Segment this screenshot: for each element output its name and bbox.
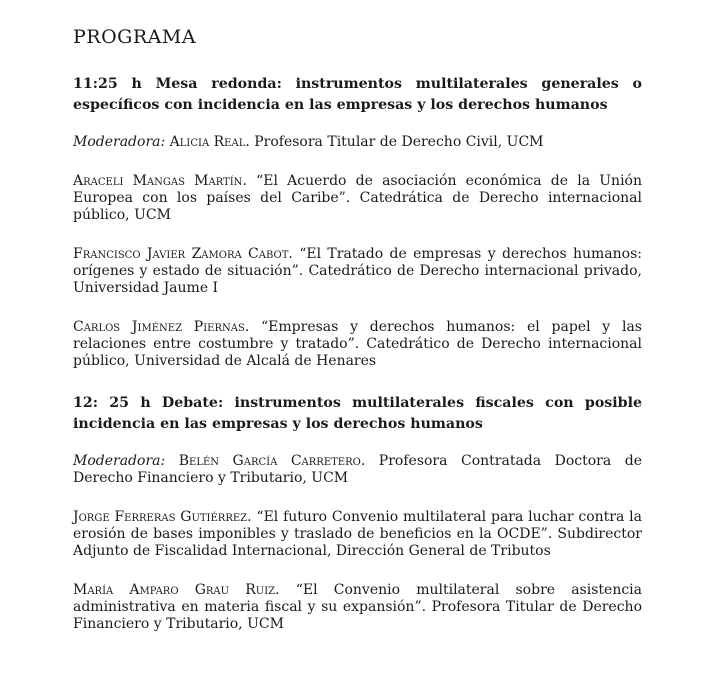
moderator-role: Moderadora: (73, 134, 166, 150)
moderator-entry (73, 134, 642, 151)
speaker-name: Francisco Javier Zamora Cabot (73, 246, 289, 262)
speaker-description: . “El futuro Convenio multilateral para luchar contra la erosión de bases imponibles y traslado de beneficios en la OCDE”. Subdirector Adjunto de Fiscalidad Internacional, Dirección General de Tributos (73, 509, 643, 559)
speaker-entry (73, 582, 642, 633)
moderator-description: . Profesora Titular de Derecho Civil, UCM (245, 134, 544, 150)
session-mesa-redonda (73, 74, 642, 370)
moderator-name: Belén García Carretero (178, 453, 361, 469)
moderator-entry (73, 453, 642, 487)
moderator-role: Moderadora: (73, 453, 166, 469)
speaker-name: Carlos Jiménez Piernas (73, 319, 245, 335)
speaker-name: Jorge Ferreras Gutiérrez (73, 509, 248, 525)
speaker-entry (73, 509, 642, 560)
page-title: PROGRAMA (73, 26, 197, 48)
session-heading: 12: 25 h Debate: instrumentos multilaterales fiscales con posible incidencia en las empresas y los derechos humanos (73, 395, 642, 432)
session-heading: 11:25 h Mesa redonda: instrumentos multilaterales generales o específicos con incidencia en las empresas y los derechos humanos (73, 76, 642, 113)
speaker-entry (73, 319, 642, 370)
session-debate (73, 393, 642, 633)
speaker-description: . “Empresas y derechos humanos: el papel y las relaciones entre costumbre y tratado”. Catedrático de Derecho internacional público, Universidad de Alcalá de Henares (73, 319, 642, 369)
speaker-name: María Amparo Grau Ruiz (73, 582, 276, 598)
speaker-description: . “El Convenio multilateral sobre asistencia administrativa en materia fiscal y su expansión”. Profesora Titular de Derecho Financiero y Tributario, UCM (73, 582, 642, 632)
speaker-name: Araceli Mangas Martín (73, 173, 243, 189)
moderator-name: Alicia Real (169, 134, 246, 150)
speaker-entry (73, 173, 642, 224)
speaker-description: . “El Acuerdo de asociación económica de la Unión Europea con los países del Caribe”. Catedrática de Derecho internacional público, UCM (73, 173, 642, 223)
moderator-description: . Profesora Contratada Doctora de Derecho Financiero y Tributario, UCM (73, 453, 642, 486)
speaker-description: . “El Tratado de empresas y derechos humanos: orígenes y estado de situación”. Catedrático de Derecho internacional privado, Universidad Jaume I (73, 246, 643, 296)
speaker-entry (73, 246, 642, 297)
